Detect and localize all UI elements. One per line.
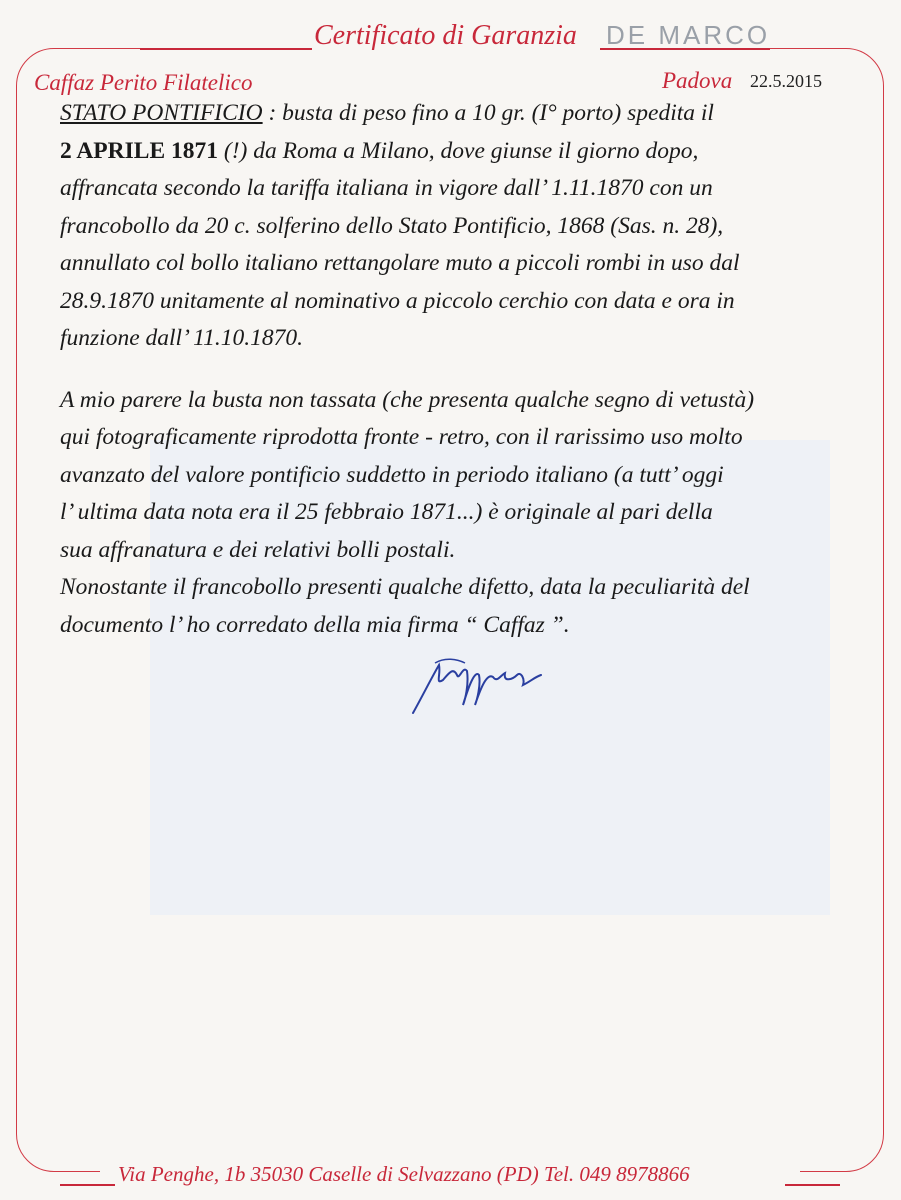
signature-image: [405, 645, 555, 720]
text: (!) da Roma a Milano, dove giunse il giorno dopo,: [218, 138, 699, 164]
certificate-date: 22.5.2015: [750, 71, 822, 91]
place: Padova: [662, 68, 733, 93]
expert-name: Caffaz Perito Filatelico: [34, 70, 253, 95]
body-line: affrancata secondo la tariffa italiana in vigore dall’ 1.11.1870 con un: [60, 175, 713, 201]
body-line: annullato col bollo italiano rettangolare muto a piccoli rombi in uso dal: [60, 250, 740, 276]
certificate-title: Certificato di Garanzia: [314, 20, 577, 51]
body-line: [60, 138, 698, 165]
body-line: qui fotograficamente riprodotta fronte - retro, con il rarissimo uso molto: [60, 424, 743, 450]
body-line: avanzato del valore pontificio suddetto in periodo italiano (a tutt’ oggi: [60, 462, 724, 488]
body-line: Nonostante il francobollo presenti qualche difetto, data la peculiarità del: [60, 574, 750, 600]
date-bold: 2 APRILE 1871: [60, 138, 218, 164]
body-line: A mio parere la busta non tassata (che presenta qualche segno di vetustà): [60, 387, 755, 413]
body-line: francobollo da 20 c. solferino dello Stato Pontificio, 1868 (Sas. n. 28),: [60, 213, 724, 239]
body-line: [60, 100, 714, 127]
body-line: l’ ultima data nota era il 25 febbraio 1871...) è originale al pari della: [60, 499, 713, 525]
body-line: funzione dall’ 11.10.1870.: [60, 325, 304, 351]
footer-address: Via Penghe, 1b 35030 Caselle di Selvazzano (PD) Tel. 049 8978866: [118, 1162, 690, 1186]
text: : busta di peso fino a 10 gr. (I° porto) spedita il: [262, 100, 714, 126]
handwritten-note: DE MARCO: [606, 20, 771, 50]
body-line: 28.9.1870 unitamente al nominativo a piccolo cerchio con data e ora in: [60, 288, 735, 314]
body-line: sua affranatura e dei relativi bolli postali.: [60, 537, 456, 563]
heading: STATO PONTIFICIO: [60, 100, 263, 126]
body-line: documento l’ ho corredato della mia firma “ Caffaz ”.: [60, 612, 570, 638]
